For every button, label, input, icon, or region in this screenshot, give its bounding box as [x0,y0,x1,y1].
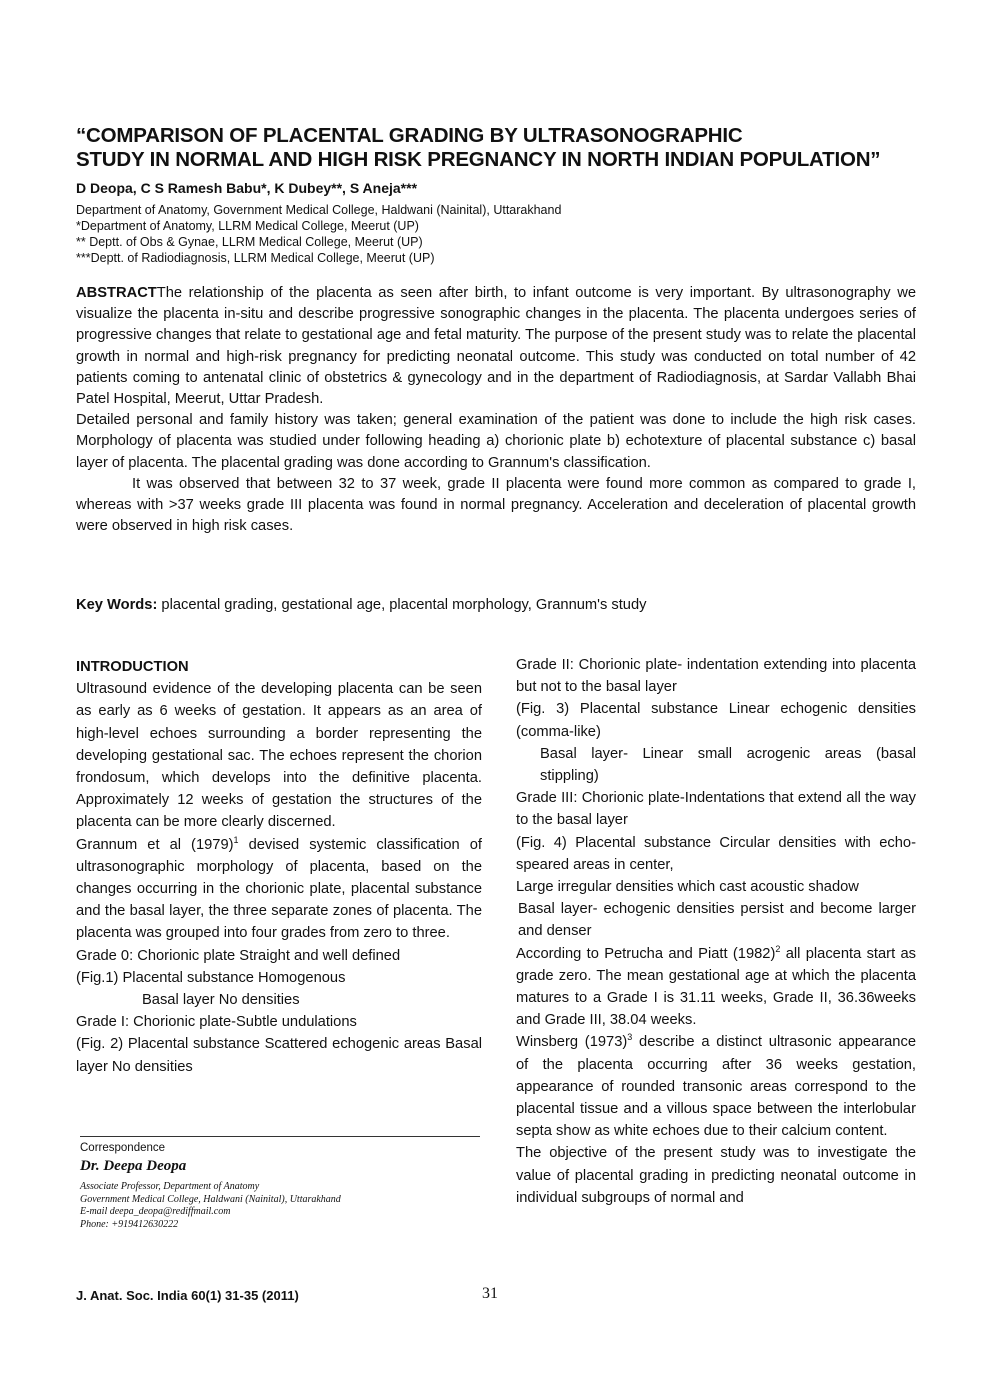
abstract-paragraph-1 [76,283,916,410]
grade-2-line-3: Basal layer- Linear small acrogenic areas (basal stippling) [540,745,916,785]
reference-marker: 1 [233,834,239,845]
winsberg-text-a: Winsberg (1973) [516,1034,628,1051]
grade-0-line-3: Basal layer No densities [142,992,300,1009]
reference-marker: 2 [775,943,781,954]
petrucha-text-a: According to Petrucha and Piatt (1982) [516,945,776,962]
abstract-text-1: The relationship of the placenta as seen after birth, to infant outcome is very important. By ultrasonography we visualize the placenta in-situ and describe progressive sonographic changes in the placenta. The placenta undergoes series of progressive changes that relate to gestational age and fetal maturity. The purpose of the present study was to relate the placental growth in normal and high-risk pregnancy for predicting neonatal outcome. This study was conducted on total number of 42 patients coming to antenatal clinic of obstetrics & gynecology and in the department of Radiodiagnosis, at Sardar Vallabh Bhai Patel Hospital, Meerut, Uttar Pradesh. [76,285,916,408]
affiliation: Department of Anatomy, Government Medical College, Haldwani (Nainital), Uttarakhand [76,203,562,217]
correspondence-divider [80,1136,480,1137]
abstract-paragraph-3: It was observed that between 32 to 37 week, grade II placenta were found more common as compared to grade I, whereas with >37 weeks grade III placenta was found in normal pregnancy. Acceleration and deceleration of placental growth were observed in high risk cases. [76,475,916,535]
correspondence-phone: Phone: +919412630222 [80,1218,179,1230]
paragraph-winsberg [516,1031,916,1142]
correspondence-label: Correspondence [80,1142,166,1154]
abstract-label: ABSTRACT [76,285,157,301]
reference-marker: 3 [627,1032,633,1043]
affiliation: *Department of Anatomy, LLRM Medical College, Meerut (UP) [76,219,419,233]
intro-paragraph-1: Ultrasound evidence of the developing placenta can be seen as early as 6 weeks of gestation. It appears as an area of high-level echoes surrounding a border representing the developing gestational sac. The echoes represent the chorion frondosum, which develops into the definitive placenta. Approximately 12 weeks of gestation the structures of the placenta can be more clearly discerned. [76,681,482,831]
winsberg-text-b: describe a distinct ultrasonic appearance of the placenta occurring after 36 weeks gestation, appearance of rounded transonic areas correspond to the placental tissue and a villous space between the interlobular septa show as white echoes due to their calcium content. [516,1034,916,1140]
grade-3-line-2: (Fig. 4) Placental substance Circular densities with echo- speared areas in center, [516,834,916,873]
affiliations [76,202,561,266]
correspondence-name: Dr. Deepa Deopa [80,1158,187,1174]
keywords-label: Key Words: [76,597,158,613]
grade-1-line-1: Grade I: Chorionic plate-Subtle undulations [76,1014,357,1031]
grade-3-line-3: Large irregular densities which cast acoustic shadow [516,879,859,896]
title-line-1: “COMPARISON OF PLACENTAL GRADING BY ULTRASONOGRAPHIC [76,124,743,147]
petrucha-text-b: all placenta start as grade zero. The mean gestational age at which the placenta matures to a Grade I is 31.11 weeks, Grade II, 36.36weeks and Grade III, 38.04 weeks. [516,945,916,1029]
grade-1-line-2: (Fig. 2) Placental substance Scattered echogenic areas Basal layer No densities [76,1036,482,1075]
abstract-paragraph-2: Detailed personal and family history was taken; general examination of the patient was done to include the high risk cases. Morphology of placenta was studied under following heading a) chorionic plate b) echotexture of placental substance c) basal layer of placenta. The placental grading was done according to Grannum's classification. [76,412,916,471]
grade-3-line-4: Basal layer- echogenic densities persist and become larger and denser [518,901,916,940]
grade-0-line-2: (Fig.1) Placental substance Homogenous [76,969,346,986]
section-heading-introduction: INTRODUCTION [76,659,189,675]
affiliation: ***Deptt. of Radiodiagnosis, LLRM Medical College, Meerut (UP) [76,251,435,265]
intro-paragraph-2 [76,834,482,945]
intro-p2-text-b: devised systemic classification of ultrasonographic morphology of placenta, based on the changes occurring in the chorionic plate, placental substance and the basal layer, the three separate zones of placenta. The placenta was grouped into four grades from zero to three. [76,836,482,942]
correspondence-block [80,1142,480,1231]
correspondence-email: E-mail deepa_deopa@rediffmail.com [80,1206,231,1217]
left-column [76,656,482,1078]
article-title [76,124,936,172]
title-line-2: STUDY IN NORMAL AND HIGH RISK PREGNANCY IN NORTH INDIAN POPULATION” [76,148,881,171]
right-column [516,654,916,1209]
grade-2-line-1: Grade II: Chorionic plate- indentation extending into placenta but not to the basal layer [516,657,916,696]
paragraph-objective: The objective of the present study was to investigate the value of placental grading in predicting neonatal outcome in individual subgroups of normal and [516,1145,916,1206]
grade-2-line-2: (Fig. 3) Placental substance Linear echogenic densities (comma-like) [516,701,916,740]
journal-citation: J. Anat. Soc. India 60(1) 31-35 (2011) [76,1288,299,1303]
intro-p2-text-a: Grannum et al (1979) [76,836,234,853]
grade-3-line-1: Grade III: Chorionic plate-Indentations that extend all the way to the basal layer [516,790,916,829]
grade-0-line-1: Grade 0: Chorionic plate Straight and well defined [76,947,401,964]
page-number: 31 [482,1285,498,1302]
correspondence-line: Associate Professor, Department of Anatomy [80,1181,260,1192]
author-list: D Deopa, C S Ramesh Babu*, K Dubey**, S Aneja*** [76,180,418,196]
keywords-text: placental grading, gestational age, placental morphology, Grannum's study [157,597,647,613]
keywords [76,597,647,613]
abstract [76,283,916,537]
affiliation: ** Deptt. of Obs & Gynae, LLRM Medical College, Meerut (UP) [76,235,423,249]
paragraph-petrucha [516,943,916,1032]
correspondence-line: Government Medical College, Haldwani (Nainital), Uttarakhand [80,1193,341,1205]
